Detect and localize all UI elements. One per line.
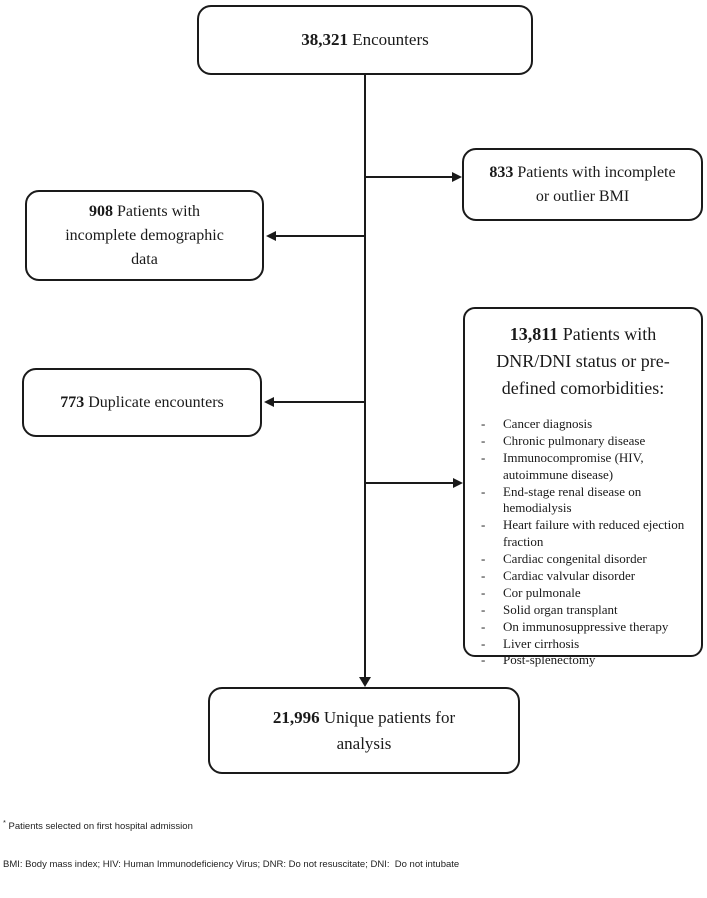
arrow-left-icon <box>266 231 276 241</box>
list-bullet: - <box>481 568 486 584</box>
comorbidity-header <box>475 321 691 402</box>
list-item-text: Solid organ transplant <box>503 601 618 617</box>
list-item <box>473 416 693 433</box>
list-item-text: Cancer diagnosis <box>503 416 593 431</box>
main-vertical-connector <box>364 75 366 679</box>
list-bullet: - <box>481 551 486 567</box>
list-item-text: End-stage renal disease on hemodialysis <box>503 483 642 516</box>
list-bullet: - <box>481 618 486 634</box>
list-bullet: - <box>481 449 486 465</box>
list-bullet: - <box>481 601 486 617</box>
flow-box-duplicate-encounters <box>22 368 262 437</box>
list-item <box>473 551 693 568</box>
arrow-down-icon <box>359 677 371 687</box>
list-item <box>473 652 693 669</box>
encounters-count: 38,321 <box>301 30 348 50</box>
flow-box-text <box>301 27 428 53</box>
list-bullet: - <box>481 635 486 651</box>
encounters-label: Encounters <box>352 30 429 50</box>
demographic-exclusion-count: 908 <box>88 202 113 220</box>
comorbidity-list <box>473 416 693 669</box>
duplicate-count: 773 <box>60 393 85 411</box>
list-item <box>473 433 693 450</box>
flow-box-final-cohort <box>208 687 520 774</box>
list-item <box>473 585 693 602</box>
list-item-text: Cor pulmonale <box>503 584 581 600</box>
arrow-right-icon <box>452 172 462 182</box>
list-item-text: Chronic pulmonary disease <box>503 432 646 448</box>
connector-to-comorbidity-box <box>365 482 454 484</box>
list-item-text: Cardiac valvular disorder <box>503 568 636 584</box>
comorbidity-count: 13,811 <box>509 324 559 344</box>
list-item <box>473 484 693 518</box>
footnote-selection-text: Patients selected on first hospital admission <box>5 820 193 832</box>
footnote-marker: * <box>3 817 6 827</box>
arrow-right-icon <box>453 478 463 488</box>
connector-to-duplicate-box <box>274 401 365 403</box>
duplicate-label: Duplicate encounters <box>88 393 224 411</box>
final-cohort-count: 21,996 <box>272 708 320 727</box>
list-item <box>473 450 693 484</box>
list-bullet: - <box>481 483 486 499</box>
flow-box-text <box>52 200 237 272</box>
connector-to-bmi-box <box>365 176 453 178</box>
bmi-exclusion-label: Patients with incomplete or outlier BMI <box>517 163 676 205</box>
arrow-left-icon <box>264 397 274 407</box>
list-bullet: - <box>481 416 486 431</box>
list-item <box>473 517 693 551</box>
flow-box-bmi-exclusion <box>462 148 703 221</box>
list-item <box>473 568 693 585</box>
flow-box-text <box>247 705 482 756</box>
list-item <box>473 636 693 653</box>
list-item-text: Post-splenectomy <box>503 652 596 668</box>
comorbidity-label: Patients with DNR/DNI status or pre-defined comorbidities: <box>496 324 670 398</box>
list-item-text: On immunosuppressive therapy <box>503 618 669 634</box>
footnotes <box>3 792 459 898</box>
list-item-text: Cardiac congenital disorder <box>503 551 647 567</box>
list-item <box>473 619 693 636</box>
flow-box-comorbidity-exclusion <box>463 307 703 668</box>
flow-box-demographic-exclusion <box>25 190 264 281</box>
bmi-exclusion-count: 833 <box>489 163 514 181</box>
footnote-selection <box>3 818 459 834</box>
flow-box-encounters <box>197 5 533 75</box>
list-bullet: - <box>481 652 486 668</box>
connector-to-demographic-box <box>276 235 365 237</box>
list-item <box>473 602 693 619</box>
list-item-text: Heart failure with reduced ejection fraction <box>503 517 685 550</box>
final-cohort-label: Unique patients for analysis <box>323 708 456 753</box>
list-bullet: - <box>481 517 486 533</box>
list-bullet: - <box>481 432 486 448</box>
list-item-text: Immunocompromise (HIV, autoimmune disease) <box>503 449 644 482</box>
footnote-abbreviations: BMI: Body mass index; HIV: Human Immunodeficiency Virus; DNR: Do not resuscitate; DNI: Do not intubate <box>3 859 460 871</box>
demographic-exclusion-label: Patients with incomplete demographic data <box>65 202 224 268</box>
list-item-text: Liver cirrhosis <box>503 635 580 651</box>
list-bullet: - <box>481 584 486 600</box>
flow-box-text <box>60 391 224 415</box>
flow-box-text <box>485 161 680 209</box>
